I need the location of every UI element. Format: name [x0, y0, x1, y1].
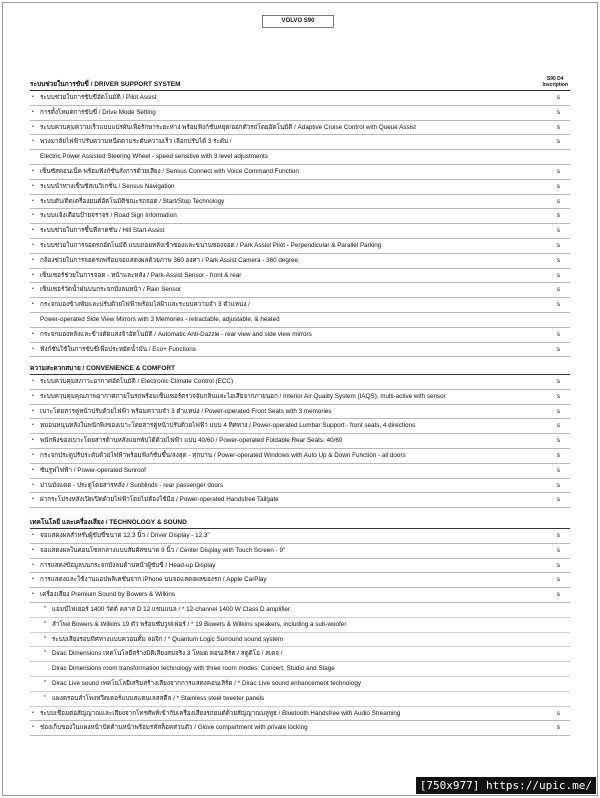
spec-text: ฟังก์ชั่นใช้ในการขับขี่เพื่อประหยัดน้ำมัน / Eco+ Functions: [40, 345, 196, 353]
spec-text: ฝากระโปรงหลังเปิด/ปิดด้วยไฟฟ้าโดยไม่ต้องใช้มือ / Power-operated Handsfree Tailgate: [40, 496, 279, 504]
spec-row: [30, 180, 570, 195]
convenience-section: [30, 362, 570, 508]
spec-row: [30, 662, 570, 677]
spec-value: s: [556, 182, 560, 190]
spec-text: การตั้งโหมดการขับขี่ / Drive Mode Setting: [40, 108, 156, 116]
spec-row: [30, 224, 570, 239]
spec-text: แผงครอบลำโพงทวีตเตอร์แบบสแตนเลสสตีล / * Stainless steel tweeter panels: [52, 694, 265, 702]
spec-value: s: [556, 407, 560, 415]
spec-text: การแสดงและใช้งานแอปพลิเคชั่นจาก iPhone บนจอแสดงผลของรถ / Apple CarPlay: [40, 576, 267, 584]
spec-text: หมอนหนุนหลังในพนักพิงของเบาะโดยสารคู่หน้าปรับด้วยไฟฟ้า แบบ 4 ทิศทาง / Power-operated Lumbar Support - front seats, 4 directions: [40, 422, 416, 430]
spec-value: s: [556, 437, 560, 445]
spec-value: s: [556, 481, 560, 489]
spec-row: [30, 618, 570, 633]
column-header: [542, 77, 568, 88]
spec-text: เซ็นเซอร์ช่วยในการจอด - หน้าและหลัง / Park-Assist Sensor - front & rear: [40, 271, 242, 279]
spec-text: ช่องเก็บของในแผงหน้าปัดด้านหน้าพร้อมรหัสล็อคส่วนตัว / Glove compartment with private locking: [40, 724, 308, 732]
spec-row: [30, 449, 570, 464]
spec-row: [30, 195, 570, 210]
spec-row: [30, 633, 570, 648]
spec-row: [30, 721, 570, 736]
bullet-marker: *: [44, 620, 46, 627]
section-header: [30, 362, 570, 375]
spec-value: s: [556, 392, 560, 400]
spec-value: s: [556, 301, 560, 309]
spec-value: s: [556, 345, 560, 353]
bullet-marker: •: [32, 227, 34, 234]
section-title: เทคโนโลยี และเครื่องเสียง / TECHNOLOGY & SOUND: [30, 519, 187, 526]
spec-rows: [30, 375, 570, 508]
spec-row: [30, 419, 570, 434]
watermark: [750x977] https://upic.me/: [416, 777, 596, 794]
spec-text: ระบบเชื่อมต่อสัญญาณและเสียงจากโทรศัพท์เข้ากับเครื่องเสียงรถยนต์ด้วยสัญญาณบลูทูธ / Bluetooth Handsfree with Audio Streaming: [40, 709, 401, 717]
spec-value: s: [556, 709, 560, 717]
section-header: [30, 516, 570, 529]
spec-rows: [30, 91, 570, 357]
bullet-marker: •: [32, 561, 34, 568]
spec-text: ระบบช่วยในการขึ้นที่ลาดชัน / Hill Start Assist: [40, 227, 165, 235]
spec-value: s: [556, 532, 560, 539]
bullet-marker: •: [32, 241, 34, 248]
spec-value: s: [556, 241, 560, 249]
spec-text: กล้องช่วยในการจอดรถพร้อมจอแสดงผลด้วยภาพ 360 องศา / Park Assist Camera - 360 degree: [40, 256, 298, 264]
spec-row: [30, 328, 570, 343]
spec-text: จอแสดงผลในคอนโซลกลางแบบสัมผัสขนาด 9 นิ้ว / Center Display with Touch Screen - 9": [40, 546, 286, 554]
spec-value: s: [556, 576, 560, 584]
spec-value: s: [556, 138, 560, 146]
spec-text: ระบบควบคุมความเร็วแบบแปรผันเพื่อรักษาระยะห่าง พร้อมฟังก์ชั่นหยุด/ออกตัวรถโดยอัตโนมัติ / Adaptive Cruise Control with Queue Assist: [40, 123, 416, 131]
spec-value: s: [556, 197, 560, 205]
spec-value: s: [556, 286, 560, 294]
spec-text: Dirac Live sound เทคโนโลยีเสริมสร้างเสียงจากการแสดงคอนเสิร์ต / * Dirac Live sound enhancement technology: [52, 679, 361, 687]
spec-value: s: [556, 123, 560, 131]
spec-row: [30, 121, 570, 136]
spec-text: เซ็นซัสคอนเน็ค พร้อมฟังก์ชั่นสั่งการด้วยเสียง / Sensus Connect with Voice Command Function: [40, 167, 299, 175]
spec-text: พนักพิงของเบาะโดยสารด้านหลังแยกพับได้ด้วยไฟฟ้า แบบ 40/60 / Power-operated Foldable Rear Seats: 40/60: [40, 437, 343, 445]
spec-text: แอมป์ไฟเยอร์ 1400 วัตต์ คลาส D 12 แชนแนล / * 12-channel 1400 W Class D amplifier: [52, 605, 291, 613]
spec-text: การแสดงข้อมูลบนกระจกบังลมด้านหน้าผู้ขับขี่ / Head-up Display: [40, 561, 216, 569]
bullet-marker: •: [32, 197, 34, 204]
spec-row: [30, 375, 570, 390]
spec-row: [30, 405, 570, 420]
spec-row: [30, 464, 570, 479]
spec-row: [30, 603, 570, 618]
section-title: ความสะดวกสบาย / CONVENIENCE & COMFORT: [30, 365, 176, 372]
spec-row: [30, 559, 570, 574]
spec-value: s: [556, 330, 560, 338]
column-header-trim: Inscription: [542, 81, 568, 88]
spec-text: พวงมาลัยไฟฟ้าปรับความหนืดตามระดับความเร็ว เลือกปรับได้ 3 ระดับ /: [40, 138, 232, 146]
bullet-marker: •: [32, 407, 34, 414]
spec-text: ระบบดับ/ติดเครื่องยนต์อัตโนมัติขณะรถจอด / Start/Stop Technology: [40, 197, 225, 205]
spec-row: [30, 269, 570, 284]
bullet-marker: •: [32, 123, 34, 130]
spec-row: [30, 239, 570, 254]
spec-value: s: [556, 591, 560, 599]
spec-text: ระบบควบคุมคุณภาพอากาศภายในรถพร้อมเซ็นเซอร์ตรวจจับกลิ่นและไอเสียจากภายนอก / Interior Air Quality System (IAQS), multi-active with sensor: [40, 392, 446, 400]
spec-row: [30, 150, 570, 165]
bullet-marker: •: [32, 724, 34, 731]
spec-text: ระบบนำทางเซ็นซัสเนวิเกชั่น / Sensus Navigation: [40, 182, 175, 190]
spec-row: [30, 254, 570, 269]
section-header: [30, 78, 570, 91]
spec-value: s: [556, 212, 560, 220]
spec-value: s: [556, 561, 560, 569]
spec-row: [30, 677, 570, 692]
bullet-marker: •: [32, 481, 34, 488]
bullet-marker: •: [32, 378, 34, 384]
spec-text: ระบบแจ้งเตือนป้ายจราจร / Road Sign Information: [40, 212, 177, 220]
bullet-marker: •: [32, 94, 34, 100]
spec-row: [30, 343, 570, 358]
spec-value: s: [556, 451, 560, 459]
bullet-marker: •: [32, 437, 34, 444]
spec-text: Power-operated Side View Mirrors with 3 Memories - retractable, adjustable, & heated: [40, 315, 280, 323]
spec-value: s: [556, 378, 560, 385]
spec-text: ลำโพง Bowers & Wilkins 19 ตัว พร้อมซับวูฟเฟอร์ / * 19 Bowers & Wilkins speakers, including a sub-woofer: [52, 620, 347, 628]
spec-rows: [30, 529, 570, 736]
bullet-marker: •: [32, 422, 34, 429]
spec-row: [30, 91, 570, 106]
bullet-marker: *: [44, 605, 46, 612]
spec-text: กระจกประตูปรับระดับด้วยไฟฟ้าพร้อมฟังก์ชั่นขึ้น/ลงสุด - ทุกบาน / Power-operated Windows with Auto Up & Down Function - all doors: [40, 451, 406, 459]
bullet-marker: •: [32, 330, 34, 337]
spec-value: s: [556, 546, 560, 554]
bullet-marker: •: [32, 138, 34, 145]
spec-text: กระจกมองหลังและข้างตัดแสงจ้าอัตโนมัติ / Automatic Anti-Dazzle - rear view and side view mirrors: [40, 330, 312, 338]
spec-row: [30, 209, 570, 224]
spec-row: [30, 493, 570, 508]
spec-row: [30, 135, 570, 150]
spec-row: [30, 165, 570, 180]
bullet-marker: *: [44, 635, 46, 642]
bullet-marker: •: [32, 286, 34, 293]
bullet-marker: •: [32, 108, 34, 115]
spec-row: [30, 434, 570, 449]
bullet-marker: •: [32, 591, 34, 598]
bullet-marker: •: [32, 466, 34, 473]
spec-row: [30, 390, 570, 405]
spec-text: เซ็นเซอร์วัดน้ำฝนบนกระจกบังลมหน้า / Rain Sensor: [40, 286, 182, 294]
spec-row: [30, 313, 570, 328]
driver-support-section: [30, 78, 570, 357]
spec-text: เครื่องเสียง Premium Sound by Bowers & Wilkins: [40, 591, 176, 599]
bullet-marker: •: [32, 256, 34, 263]
spec-text: Dirac Dimensions room transformation technology with three room modes: Concert, Studio and Stage: [52, 665, 335, 673]
spec-text: ซันรูฟไฟฟ้า / Power-operated Sunroof: [40, 466, 146, 474]
spec-row: [30, 573, 570, 588]
bullet-marker: •: [32, 392, 34, 399]
bullet-marker: •: [32, 271, 34, 278]
model-header: VOLVO S90: [262, 15, 334, 28]
spec-value: s: [556, 466, 560, 474]
bullet-marker: •: [32, 709, 34, 716]
spec-row: [30, 692, 570, 707]
spec-text: กระจกมองข้างพับและปรับด้วยไฟฟ้าพร้อมไล่ฝ้าและระบบความจำ 3 ตำแหน่ง /: [40, 301, 250, 309]
section-title: ระบบช่วยในการขับขี่ / DRIVER SUPPORT SYSTEM: [30, 81, 181, 88]
spec-text: ระบบเสียงรอบทิศทางแบบควอนตั้ม ลอจิก / * Quantum Logic Surround sound system: [52, 635, 284, 643]
spec-text: Electric Power Assisted Steering Wheel - speed sensitive with 3 level adjustments: [40, 153, 268, 161]
spec-value: s: [556, 422, 560, 430]
bullet-marker: •: [32, 546, 34, 553]
spec-value: s: [556, 94, 560, 101]
spec-row: [30, 588, 570, 603]
spec-row: [30, 106, 570, 121]
bullet-marker: •: [32, 576, 34, 583]
bullet-marker: •: [32, 301, 34, 308]
spec-text: ระบบควบคุมสภาวะอากาศอัตโนมัติ / Electronic Climate Control (ECC): [40, 378, 234, 385]
spec-row: [30, 707, 570, 722]
spec-text: ม่านบังแดด - ประตูโดยสารหลัง / Sunblinds - rear passenger doors: [40, 481, 224, 489]
spec-value: s: [556, 496, 560, 504]
spec-text: เบาะโดยสารคู่หน้าปรับด้วยไฟฟ้า พร้อมความจำ 3 ตำแหน่ง / Power-operated Front Seats with 3 memories: [40, 407, 332, 415]
spec-row: [30, 544, 570, 559]
bullet-marker: •: [32, 345, 34, 352]
bullet-marker: *: [44, 679, 46, 686]
spec-value: s: [556, 724, 560, 732]
spec-text: ระบบช่วยในการขับขี่อัตโนมัติ / Pilot Assist: [40, 94, 157, 101]
spec-text: Dirac Dimensions เทคโนโลยีสร้างมิติเสียงสมจริง 3 โหมด คอนเสิร์ต / สตูดิโอ / สเตจ /: [52, 650, 283, 658]
bullet-marker: •: [32, 167, 34, 174]
bullet-marker: •: [32, 212, 34, 219]
spec-value: s: [556, 167, 560, 175]
spec-text: จอแสดงผลสำหรับผู้ขับขี่ขนาด 12.3 นิ้ว / Driver Display - 12.3": [40, 532, 210, 539]
spec-value: s: [556, 108, 560, 116]
spec-value: s: [556, 227, 560, 235]
spec-value: s: [556, 271, 560, 279]
spec-text: ระบบช่วยในการจอดรถอัตโนมัติ แบบถอยหลังเข้าซองและขนานซองจอด / Park Assist Pilot - Perpendicular & Parallel Parking: [40, 241, 382, 249]
bullet-marker: •: [32, 532, 34, 538]
bullet-marker: *: [44, 694, 46, 701]
spec-row: [30, 529, 570, 544]
bullet-marker: •: [32, 496, 34, 503]
spec-row: [30, 647, 570, 662]
bullet-marker: *: [44, 650, 46, 657]
spec-value: s: [556, 256, 560, 264]
spec-row: [30, 298, 570, 313]
spec-row: [30, 283, 570, 298]
bullet-marker: •: [32, 451, 34, 458]
bullet-marker: •: [32, 182, 34, 189]
column-header-model: S90 D4: [546, 76, 564, 82]
technology-section: [30, 516, 570, 736]
spec-row: [30, 479, 570, 494]
